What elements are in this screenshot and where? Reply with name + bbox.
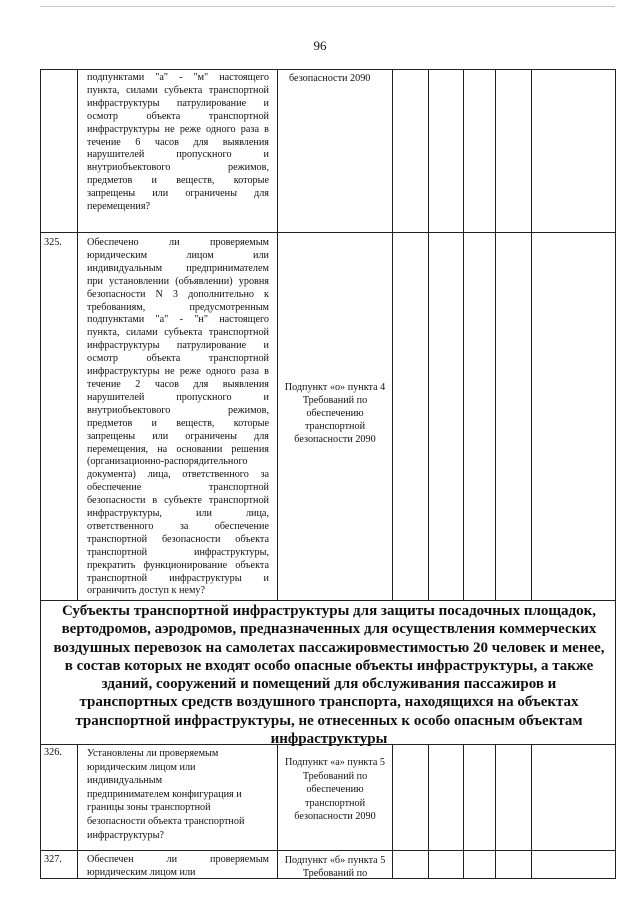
section-heading: Субъекты транспортной инфраструктуры для защиты посадочных площадок, вертодромов, аэродромов, предназначенных для осуществления коммерческих воздушных перевозок на самолетах пассажировместимостью 20 человек и менее, в состав которых не входят особо опасные объекты инфраструктуры, а также зданий, сооружений и помещений для обслуживания пассажиров и транспортных средств воздушного транспорта, находящихся на объектах транспортной инфраструктуры, не отнесенных к особо опасным объектам инфраструктуры (53, 603, 605, 748)
column-divider (277, 70, 278, 600)
column-divider (428, 744, 429, 878)
column-divider (531, 70, 532, 600)
row-325-question: Обеспечено ли проверяемым юридическим лицом или индивидуальным предпринимателем при установлении (объявлении) уровня безопасности N 3 дополнительно к требованиям, предусмотренным подпунктами "а" - "н" настоящего пункта, силами субъекта транспортной инфраструктуры патрулирование и осмотр объекта транспортной инфраструктуры не реже одного раза в течение 2 часов для выявления нарушителей пропускного и внутриобъектового режимов, предметов и веществ, которые запрещены или ограничены для перемещения, на основании решения (организационно-распорядительного документа) лица, ответственного за обеспечение транспортной безопасности в субъекте транспортной инфраструктуры, или лица, ответственного за обеспечение транспортной безопасности объекта транспортной инфраструктуры, прекратить функционирование объекта транспортной инфраструктуры и ограничить доступ к нему? (87, 237, 269, 597)
row-0-question: подпунктами "а" - "м" настоящего пункта, силами субъекта транспортной инфраструктуры патрулирование и осмотр объекта транспортной инфраструктуры не реже одного раза в течение 6 часов для выявления нарушителей пропускного и внутриобъектового режимов, предметов и веществ, которые запрещены или ограничены для перемещения? (87, 72, 269, 213)
row-327-question: Обеспечен ли проверяемым юридическим лицом или (87, 854, 269, 878)
column-divider (463, 70, 464, 600)
page-top-rule (40, 6, 615, 7)
column-divider (463, 744, 464, 878)
column-divider (531, 744, 532, 878)
column-divider (495, 70, 496, 600)
row-326-reference: Подпункт «а» пункта 5 Требований по обеспечению транспортной безопасности 2090 (285, 757, 385, 823)
row-divider (41, 850, 615, 851)
column-divider (277, 744, 278, 878)
row-325-number: 325. (44, 237, 62, 248)
checklist-table (40, 69, 616, 879)
column-divider (77, 70, 78, 600)
row-0-reference: безопасности 2090 (289, 73, 371, 84)
page-number: 96 (313, 38, 327, 53)
row-327-number: 327. (44, 854, 62, 865)
row-divider (41, 232, 615, 233)
column-divider (392, 70, 393, 600)
row-325-reference: Подпункт «о» пункта 4 Требований по обеспечению транспортной безопасности 2090 (284, 382, 386, 445)
row-326-question: Установлены ли проверяемым юридическим лицом или индивидуальным предпринимателем конфигурация и границы зоны транспортной безопасности объекта транспортной инфраструктуры? (87, 748, 245, 841)
column-divider (428, 70, 429, 600)
column-divider (495, 744, 496, 878)
row-327-reference: Подпункт «б» пункта 5 Требований по (284, 855, 386, 879)
row-divider (41, 600, 615, 601)
row-326-number: 326. (44, 747, 62, 758)
column-divider (392, 744, 393, 878)
column-divider (77, 744, 78, 878)
